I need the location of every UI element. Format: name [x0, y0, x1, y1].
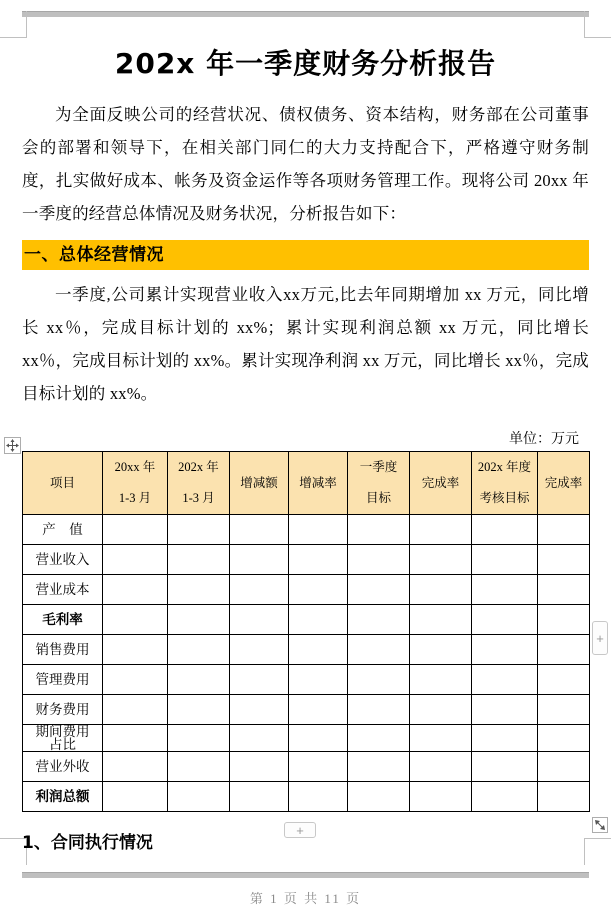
table-cell[interactable] — [168, 782, 230, 812]
table-cell[interactable] — [538, 575, 590, 605]
table-row-label[interactable]: 营业收入 — [23, 545, 103, 575]
table-cell[interactable] — [103, 515, 168, 545]
table-cell[interactable] — [538, 782, 590, 812]
table-row[interactable] — [23, 635, 590, 665]
table-cell[interactable] — [230, 605, 289, 635]
table-cell[interactable] — [410, 575, 472, 605]
table-cell[interactable] — [472, 725, 538, 752]
table-header-cell-line1: 增减额 — [240, 475, 278, 490]
table-cell[interactable] — [289, 695, 348, 725]
table-cell[interactable] — [538, 605, 590, 635]
table-cell[interactable] — [538, 635, 590, 665]
table-header-cell[interactable] — [410, 452, 472, 515]
table-cell[interactable] — [348, 545, 410, 575]
table-cell[interactable] — [410, 605, 472, 635]
add-row-button[interactable]: + — [284, 822, 316, 838]
table-cell[interactable] — [348, 665, 410, 695]
table-row[interactable] — [23, 515, 590, 545]
table-cell[interactable] — [348, 515, 410, 545]
table-cell[interactable] — [289, 725, 348, 752]
table-cell[interactable] — [289, 575, 348, 605]
add-column-button[interactable]: + — [592, 621, 608, 655]
table-move-handle[interactable] — [4, 437, 21, 454]
table-row[interactable] — [23, 782, 590, 812]
table-header-cell-line1: 202x 年 — [178, 460, 219, 474]
table-cell[interactable] — [538, 695, 590, 725]
table-row[interactable] — [23, 605, 590, 635]
sub-heading-contract-execution: 1、合同执行情况 — [22, 833, 153, 853]
table-cell[interactable] — [230, 635, 289, 665]
table-cell[interactable] — [348, 605, 410, 635]
table-cell[interactable] — [348, 695, 410, 725]
table-cell[interactable] — [103, 695, 168, 725]
page-footer-text: 第 1 页 共 11 页 — [249, 891, 362, 906]
table-cell[interactable] — [472, 665, 538, 695]
overall-operations-paragraph: 一季度,公司累计实现营业收入xx万元,比去年同期增加 xx 万元，同比增长 xx％，完成目标计划的 xx%；累计实现利润总额 xx 万元，同比增长 xx％，完成目标计划的 xx%。累计实现净利润 xx 万元，同比增长 xx％，完成目标计划的 xx%。 — [22, 285, 589, 403]
table-cell[interactable] — [230, 515, 289, 545]
table-cell[interactable] — [348, 635, 410, 665]
table-header-row-group — [23, 452, 590, 515]
table-cell[interactable] — [538, 515, 590, 545]
table-cell[interactable] — [410, 752, 472, 782]
table-cell[interactable] — [168, 752, 230, 782]
table-unit-note: 单位：万元 — [509, 432, 579, 447]
table-cell[interactable] — [103, 635, 168, 665]
table-cell[interactable] — [472, 635, 538, 665]
table-cell[interactable] — [168, 605, 230, 635]
section-heading-overall-operations: 一、总体经营情况 — [22, 240, 589, 270]
table-row[interactable] — [23, 665, 590, 695]
table-cell[interactable] — [538, 545, 590, 575]
table-cell[interactable] — [230, 575, 289, 605]
table-resize-handle[interactable] — [592, 817, 608, 833]
table-cell[interactable] — [289, 605, 348, 635]
table-cell[interactable] — [230, 545, 289, 575]
financial-summary-table[interactable] — [22, 451, 590, 812]
table-row[interactable] — [23, 725, 590, 752]
table-header-cell-line1: 20xx 年 — [114, 460, 156, 474]
table-header-cell-line1: 完成率 — [421, 475, 460, 490]
table-cell[interactable] — [410, 665, 472, 695]
table-cell[interactable] — [103, 575, 168, 605]
table-row-label[interactable]: 管理费用 — [23, 665, 103, 695]
table-cell[interactable] — [472, 515, 538, 545]
page-title: 202x 年一季度财务分析报告 — [114, 47, 497, 80]
table-cell[interactable] — [289, 515, 348, 545]
table-header-cell[interactable] — [168, 452, 230, 515]
table-cell[interactable] — [538, 665, 590, 695]
table-header-cell[interactable] — [472, 452, 538, 515]
table-cell[interactable] — [103, 545, 168, 575]
table-header-cell[interactable] — [538, 452, 590, 515]
table-row[interactable] — [23, 695, 590, 725]
table-cell[interactable] — [538, 752, 590, 782]
table-cell[interactable] — [168, 575, 230, 605]
table-cell[interactable] — [168, 665, 230, 695]
table-row[interactable] — [23, 545, 590, 575]
table-cell[interactable] — [103, 665, 168, 695]
table-cell[interactable] — [472, 605, 538, 635]
table-cell[interactable] — [348, 725, 410, 752]
table-header-cell[interactable] — [289, 452, 348, 515]
table-row-label[interactable]: 财务费用 — [23, 695, 103, 725]
table-cell[interactable] — [472, 752, 538, 782]
table-cell[interactable] — [410, 515, 472, 545]
table-header-cell-line1: 增减率 — [299, 475, 337, 490]
table-row[interactable] — [23, 575, 590, 605]
table-cell[interactable] — [103, 725, 168, 752]
table-row-label[interactable]: 营业成本 — [23, 575, 103, 605]
table-cell[interactable] — [289, 635, 348, 665]
table-cell[interactable] — [168, 515, 230, 545]
table-row-label[interactable]: 利润总额 — [23, 782, 103, 812]
table-header-cell[interactable] — [230, 452, 289, 515]
table-cell[interactable] — [472, 575, 538, 605]
document-body — [22, 20, 589, 853]
table-header-row — [23, 452, 590, 515]
table-header-cell-line1: 完成率 — [544, 475, 583, 490]
table-cell[interactable] — [410, 545, 472, 575]
table-cell[interactable] — [289, 752, 348, 782]
table-header-cell[interactable] — [348, 452, 410, 515]
intro-paragraph: 为全面反映公司的经营状况、债权债务、资本结构，财务部在公司董事会的部署和领导下，在相关部门同仁的大力支持配合下，严格遵守财务制度，扎实做好成本、帐务及资金运作等各项财务管理工作。现将公司 20xx 年一季度的经营总体情况及财务状况，分析报告如下： — [22, 105, 589, 223]
table-cell[interactable] — [230, 782, 289, 812]
table-cell[interactable] — [168, 545, 230, 575]
table-row-label[interactable]: 营业外收 — [23, 752, 103, 782]
table-cell[interactable] — [168, 635, 230, 665]
table-cell[interactable] — [103, 605, 168, 635]
table-row-label[interactable] — [23, 725, 103, 752]
table-row[interactable] — [23, 752, 590, 782]
table-cell[interactable] — [289, 665, 348, 695]
table-row-label[interactable]: 销售费用 — [23, 635, 103, 665]
table-header-cell-line1: 项目 — [49, 475, 75, 490]
table-cell[interactable] — [348, 752, 410, 782]
table-cell[interactable] — [410, 635, 472, 665]
table-row-label-line2: 占比 — [49, 737, 76, 752]
table-row-label[interactable]: 毛利率 — [23, 605, 103, 635]
table-cell[interactable] — [168, 725, 230, 752]
table-header-cell-line2: 1-3 月 — [118, 491, 152, 505]
table-cell[interactable] — [289, 545, 348, 575]
table-row-label-line1: 期间费用 — [35, 724, 90, 739]
table-cell[interactable] — [230, 725, 289, 752]
table-header-cell[interactable] — [23, 452, 103, 515]
table-cell[interactable] — [410, 695, 472, 725]
table-cell[interactable] — [410, 725, 472, 752]
table-cell[interactable] — [230, 665, 289, 695]
table-header-cell-line2: 目标 — [365, 491, 391, 505]
table-cell[interactable] — [538, 725, 590, 752]
table-cell[interactable] — [472, 545, 538, 575]
table-cell[interactable] — [410, 782, 472, 812]
table-cell[interactable] — [348, 575, 410, 605]
table-header-cell-line2: 考核目标 — [479, 491, 530, 505]
table-cell[interactable] — [472, 782, 538, 812]
page-footer-rule — [22, 872, 589, 878]
table-cell[interactable] — [230, 695, 289, 725]
table-cell[interactable] — [348, 782, 410, 812]
table-cell[interactable] — [289, 782, 348, 812]
table-header-cell-line2: 1-3 月 — [182, 491, 215, 505]
table-cell[interactable] — [472, 695, 538, 725]
table-cell[interactable] — [168, 695, 230, 725]
table-cell[interactable] — [103, 752, 168, 782]
table-row-label[interactable]: 产 值 — [23, 515, 103, 545]
table-header-cell-line1: 202x 年度 — [477, 460, 532, 474]
table-cell[interactable] — [230, 752, 289, 782]
table-body — [23, 515, 590, 812]
page-top-rule — [22, 11, 589, 17]
table-header-cell-line1: 一季度 — [359, 460, 398, 474]
table-cell[interactable] — [103, 782, 168, 812]
table-header-cell[interactable] — [103, 452, 168, 515]
